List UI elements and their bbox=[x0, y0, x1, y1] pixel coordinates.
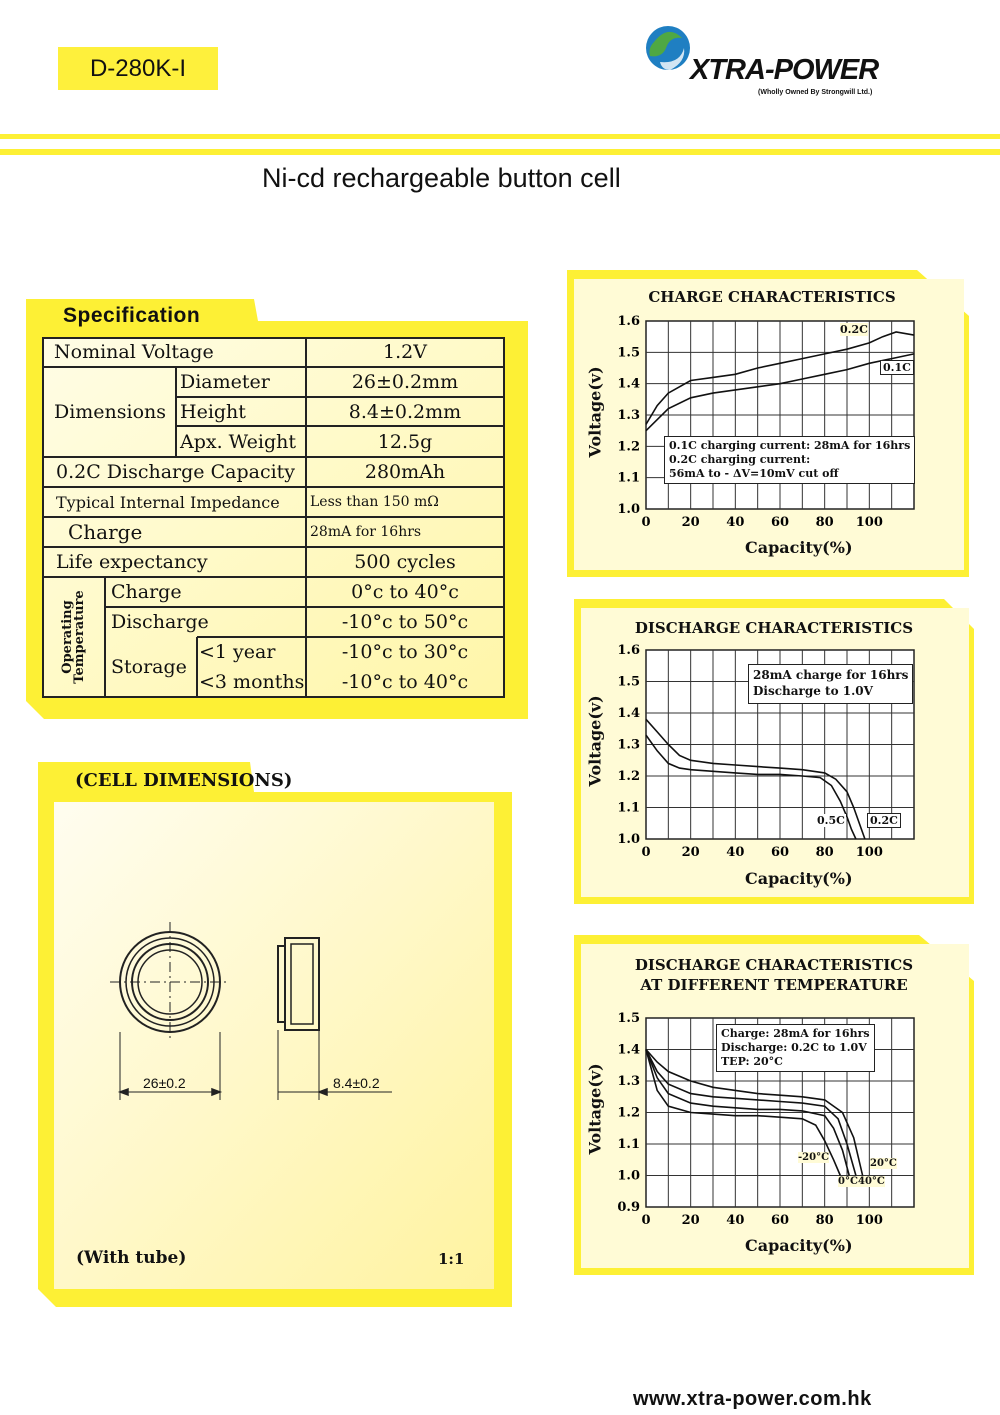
chart-annotation bbox=[716, 1024, 875, 1072]
charge-value: 28mA for 16hrs bbox=[310, 524, 422, 540]
y-tick-label: 1.0 bbox=[617, 502, 640, 517]
diameter-dimension-label: 26±0.2 bbox=[143, 1075, 186, 1091]
y-tick-label: 1.3 bbox=[617, 1074, 640, 1089]
x-tick-label: 20 bbox=[681, 1213, 700, 1228]
brand-logo bbox=[640, 18, 910, 108]
series-label-0.2C: 0.2C bbox=[867, 813, 901, 828]
x-tick-label: 40 bbox=[726, 845, 745, 860]
x-tick-label: 60 bbox=[770, 845, 790, 860]
x-tick-label: 100 bbox=[855, 845, 883, 860]
model-number: D-280K-I bbox=[89, 54, 187, 82]
annotation-line: 0.2C charging current: bbox=[669, 453, 811, 466]
chart-annotation bbox=[664, 436, 915, 484]
height-dimension-label: 8.4±0.2 bbox=[333, 1075, 380, 1091]
x-tick-label: 20 bbox=[681, 515, 700, 530]
op-charge-label: Charge bbox=[111, 581, 182, 603]
storage-1-value: -10°c to 30°c bbox=[341, 641, 469, 663]
x-tick-label: 0 bbox=[641, 1213, 651, 1228]
dimensions-title: (CELL DIMENSIONS) bbox=[75, 770, 293, 791]
brand-tagline: (Wholly Owned By Strongwill Ltd.) bbox=[758, 89, 873, 96]
tube-note: (With tube) bbox=[76, 1248, 187, 1268]
op-discharge-value: -10°c to 50°c bbox=[341, 611, 469, 633]
charge-label: Charge bbox=[68, 520, 143, 544]
impedance-label: Typical Internal Impedance bbox=[56, 492, 280, 512]
capacity-value: 280mAh bbox=[364, 461, 446, 483]
x-tick-label: 0 bbox=[641, 515, 651, 530]
diameter-value: 26±0.2mm bbox=[351, 371, 459, 393]
series-label-0.2C: 0.2C bbox=[840, 323, 868, 336]
y-axis-label: Voltage(v) bbox=[585, 366, 605, 458]
op-charge-value: 0°c to 40°c bbox=[351, 581, 459, 603]
y-tick-label: 1.3 bbox=[617, 737, 640, 753]
product-subtitle: Ni-cd rechargeable button cell bbox=[262, 163, 621, 193]
y-tick-label: 1.2 bbox=[617, 439, 640, 455]
storage-2-value: -10°c to 40°c bbox=[341, 671, 469, 693]
x-tick-label: 20 bbox=[681, 845, 700, 860]
chart-title: CHARGE CHARACTERISTICS bbox=[648, 288, 896, 306]
y-tick-label: 1.2 bbox=[617, 1105, 640, 1121]
weight-value: 12.5g bbox=[377, 430, 433, 453]
cell-top-view-icon bbox=[110, 922, 230, 1100]
chart-subtitle: AT DIFFERENT TEMPERATURE bbox=[640, 976, 908, 994]
spec-table bbox=[42, 337, 505, 698]
series-label-40C: 40°C bbox=[858, 1176, 885, 1187]
spec-title: Specification bbox=[63, 304, 201, 327]
height-value: 8.4±0.2mm bbox=[348, 400, 462, 423]
website-link[interactable]: www.xtra-power.com.hk bbox=[633, 1388, 872, 1410]
y-tick-label: 1.6 bbox=[617, 643, 640, 658]
header-divider-bottom bbox=[0, 149, 1000, 155]
y-tick-label: 1.4 bbox=[617, 376, 640, 392]
storage-2-label: <3 months bbox=[199, 671, 305, 693]
x-axis-label: Capacity(%) bbox=[745, 1236, 853, 1255]
scale-label: 1:1 bbox=[438, 1250, 465, 1268]
header-divider-top bbox=[0, 134, 1000, 139]
life-label: Life expectancy bbox=[56, 551, 208, 573]
x-tick-label: 40 bbox=[726, 515, 745, 530]
operating-temp-cell bbox=[44, 577, 105, 697]
annotation-line: 56mA to - ΔV=10mV cut off bbox=[669, 467, 839, 480]
y-tick-label: 1.1 bbox=[617, 1137, 640, 1152]
annotation-line: TEP: 20°C bbox=[721, 1055, 783, 1068]
x-axis-label: Capacity(%) bbox=[745, 869, 853, 888]
diameter-label: Diameter bbox=[180, 371, 270, 393]
series-label-0.5C: 0.5C bbox=[817, 814, 845, 827]
discharge-chart-panel bbox=[574, 599, 974, 904]
charge-chart-panel bbox=[567, 270, 969, 577]
x-axis-label: Capacity(%) bbox=[745, 538, 853, 557]
operating-temp-label: Operating Temperature bbox=[60, 590, 87, 684]
chart-annotation bbox=[748, 664, 913, 704]
weight-label: Apx. Weight bbox=[180, 430, 297, 453]
y-axis-label: Voltage(v) bbox=[585, 1063, 605, 1155]
y-tick-label: 1.4 bbox=[617, 1042, 640, 1058]
x-tick-label: 0 bbox=[641, 845, 651, 860]
y-tick-label: 1.0 bbox=[617, 832, 640, 847]
annotation-line: Charge: 28mA for 16hrs bbox=[721, 1027, 870, 1040]
x-tick-label: 80 bbox=[815, 515, 834, 530]
y-tick-label: 1.4 bbox=[617, 706, 640, 721]
x-tick-label: 60 bbox=[770, 515, 790, 530]
series-label-minus20C: -20°C bbox=[798, 1152, 830, 1163]
series-label-20C: 20°C bbox=[870, 1158, 897, 1169]
y-tick-label: 1.1 bbox=[617, 470, 640, 486]
y-tick-label: 0.9 bbox=[617, 1200, 640, 1215]
x-tick-label: 40 bbox=[726, 1213, 745, 1228]
discharge-chart-plot bbox=[574, 599, 974, 904]
temperature-chart-panel bbox=[574, 935, 974, 1275]
y-tick-label: 1.1 bbox=[617, 800, 640, 816]
y-tick-label: 1.6 bbox=[617, 314, 640, 329]
charge-chart-plot bbox=[567, 270, 969, 577]
annotation-line: Discharge: 0.2C to 1.0V bbox=[721, 1041, 867, 1054]
annotation-line: 28mA charge for 16hrs bbox=[753, 668, 909, 682]
series-label-0.1C: 0.1C bbox=[880, 360, 914, 375]
chart-title: DISCHARGE CHARACTERISTICS bbox=[634, 956, 914, 974]
x-tick-label: 100 bbox=[855, 515, 883, 530]
y-axis-label: Voltage(v) bbox=[585, 695, 605, 787]
y-tick-label: 1.3 bbox=[617, 408, 640, 423]
y-tick-label: 1.5 bbox=[617, 1011, 640, 1026]
nominal-voltage-value: 1.2V bbox=[383, 341, 427, 363]
chart-title: DISCHARGE CHARACTERISTICS bbox=[634, 619, 914, 637]
model-badge bbox=[58, 47, 218, 90]
x-tick-label: 80 bbox=[815, 1213, 834, 1228]
y-tick-label: 1.2 bbox=[617, 769, 640, 784]
temperature-chart-plot bbox=[574, 935, 974, 1275]
dimensions-label: Dimensions bbox=[53, 401, 167, 423]
y-tick-label: 1.0 bbox=[617, 1168, 640, 1184]
y-tick-label: 1.5 bbox=[617, 345, 640, 361]
brand-name: XTRA-POWER bbox=[690, 54, 879, 86]
impedance-value: Less than 150 mΩ bbox=[310, 494, 439, 510]
x-tick-label: 100 bbox=[855, 1213, 883, 1228]
annotation-line: 0.1C charging current: 28mA for 16hrs bbox=[669, 439, 911, 452]
x-tick-label: 60 bbox=[770, 1213, 790, 1228]
x-tick-label: 80 bbox=[815, 845, 834, 860]
annotation-line: Discharge to 1.0V bbox=[753, 684, 873, 698]
y-tick-label: 1.5 bbox=[617, 674, 640, 690]
storage-label: Storage bbox=[111, 656, 187, 678]
nominal-voltage-label: Nominal Voltage bbox=[54, 341, 214, 363]
height-label: Height bbox=[180, 400, 246, 423]
op-discharge-label: Discharge bbox=[111, 611, 209, 633]
storage-1-label: <1 year bbox=[199, 641, 276, 663]
capacity-label: 0.2C Discharge Capacity bbox=[56, 461, 296, 483]
series-label-0C: 0°C bbox=[838, 1176, 858, 1187]
life-value: 500 cycles bbox=[354, 551, 456, 573]
